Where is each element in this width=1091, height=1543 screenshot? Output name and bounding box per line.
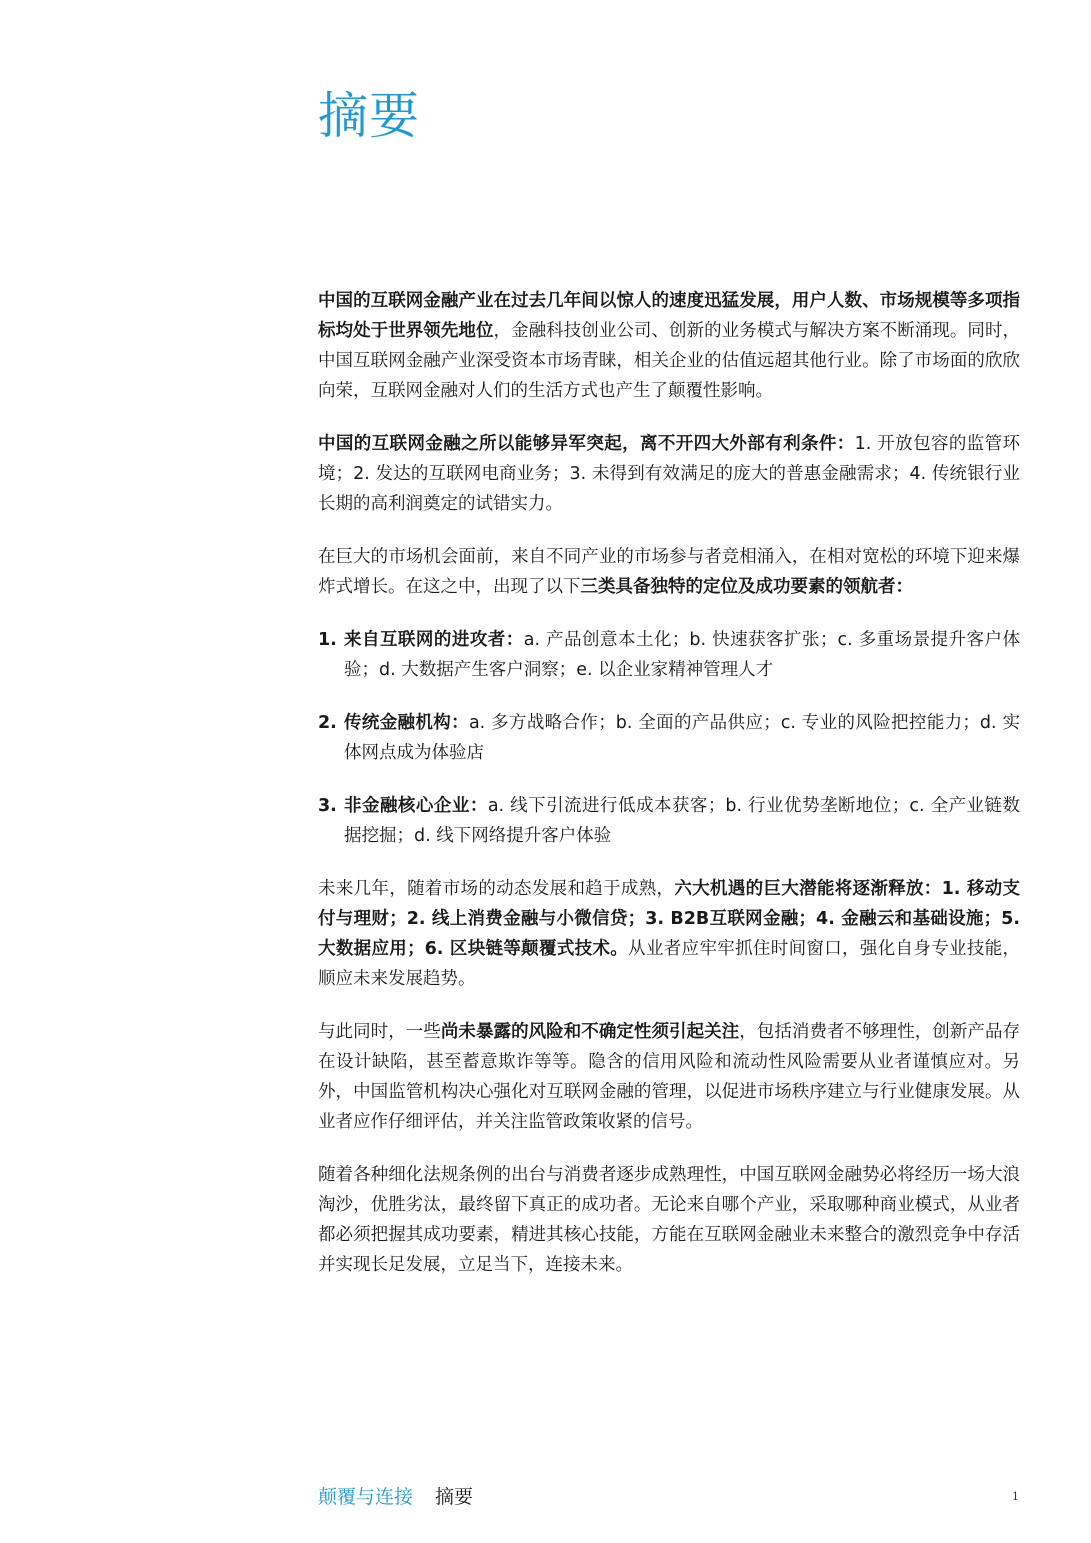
paragraph-bold-segment: 中国的互联网金融产业在过去几年间以惊人的速度迅猛发展，用户人数、市场规模等多项指标均处于世界领先地位 [318, 291, 1020, 341]
paragraph-bold-segment: 中国的互联网金融之所以能够异军突起，离不开四大外部有利条件： [318, 434, 855, 454]
paragraph-bold-segment: 三类具备独特的定位及成功要素的领航者： [580, 577, 913, 597]
list-item-heading: 来自互联网的进攻者： [344, 630, 524, 650]
footer-section-name: 摘要 [435, 1486, 474, 1508]
page-title: 摘要 [318, 87, 420, 145]
paragraph-segment: ，金融科技创业公司、创新的业务模式与解决方案不断涌现。同时，中国互联网金融产业深受资本市场青睐，相关企业的估值远超其他行业。除了市场面的欣欣向荣，互联网金融对人们的生活方式也产生了颠覆性影响。 [318, 321, 1021, 401]
paragraph-segment: 从业者应牢牢抓住时间窗口，强化自身专业技能，顺应未来发展趋势。 [318, 939, 1020, 989]
list-item [318, 625, 1020, 685]
list-item-text: a. 线下引流进行低成本获客；b. 行业优势垄断地位；c. 全产业链数据挖掘；d. 线下网络提升客户体验 [344, 796, 1020, 846]
paragraph-segment: 随着各种细化法规条例的出台与消费者逐步成熟理性，中国互联网金融势必将经历一场大浪淘沙，优胜劣汰，最终留下真正的成功者。无论来自哪个产业，采取哪种商业模式，从业者都必须把握其成功要素，精进其核心技能，方能在互联网金融业未来整合的激烈竞争中存活并实现长足发展，立足当下，连接未来。 [318, 1165, 1020, 1275]
list-item-heading: 非金融核心企业： [344, 796, 488, 816]
list-item [318, 708, 1020, 768]
page-number: 1 [1012, 1490, 1019, 1503]
list-item-number: 1. [318, 630, 337, 650]
paragraph-bold-segment: 尚未暴露的风险和不确定性须引起关注 [440, 1022, 740, 1042]
list-item-text: a. 产品创意本土化；b. 快速获客扩张；c. 多重场景提升客户体验；d. 大数据产生客户洞察；e. 以企业家精神管理人才 [344, 630, 1020, 680]
paragraph-segment: 1. 开放包容的监管环境；2. 发达的互联网电商业务；3. 未得到有效满足的庞大的普惠金融需求；4. 传统银行业长期的高利润奠定的试错实力。 [318, 434, 1021, 514]
page-footer [318, 1482, 473, 1512]
list-item-text: a. 多方战略合作；b. 全面的产品供应；c. 专业的风险把控能力；d. 实体网点成为体验店 [344, 713, 1021, 763]
footer-document-name: 颠覆与连接 [318, 1486, 414, 1508]
paragraph-segment: ，包括消费者不够理性，创新产品存在设计缺陷，甚至蓄意欺诈等等。隐含的信用风险和流动性风险需要从业者谨慎应对。另外，中国监管机构决心强化对互联网金融的管理，以促进市场秩序建立与行业健康发展。从业者应作仔细评估，并关注监管政策收紧的信号。 [318, 1022, 1021, 1132]
paragraph [318, 429, 1020, 519]
paragraph-segment: 在巨大的市场机会面前，来自不同产业的市场参与者竞相涌入，在相对宽松的环境下迎来爆炸式增长。在这之中，出现了以下 [318, 547, 1020, 597]
paragraph [318, 542, 1020, 602]
list-item-number: 3. [318, 796, 337, 816]
list-item [318, 791, 1020, 851]
list-item-heading: 传统金融机构： [344, 713, 469, 733]
summary-body [318, 286, 1020, 1303]
paragraph [318, 874, 1020, 994]
intro-paragraphs [318, 286, 1020, 602]
closing-paragraphs [318, 874, 1020, 1280]
paragraph [318, 1017, 1020, 1137]
paragraph-segment: 与此同时，一些 [318, 1022, 441, 1042]
paragraph [318, 286, 1020, 406]
paragraph [318, 1160, 1020, 1280]
paragraph-segment: 未来几年，随着市场的动态发展和趋于成熟， [318, 879, 675, 899]
leaders-list [318, 625, 1020, 851]
paragraph-bold-segment: 六大机遇的巨大潜能将逐渐释放：1. 移动支付与理财；2. 线上消费金融与小微信贷；3. B2B互联网金融；4. 金融云和基础设施；5. 大数据应用；6. 区块链等颠覆式技术。 [318, 879, 1020, 959]
list-item-number: 2. [318, 713, 337, 733]
